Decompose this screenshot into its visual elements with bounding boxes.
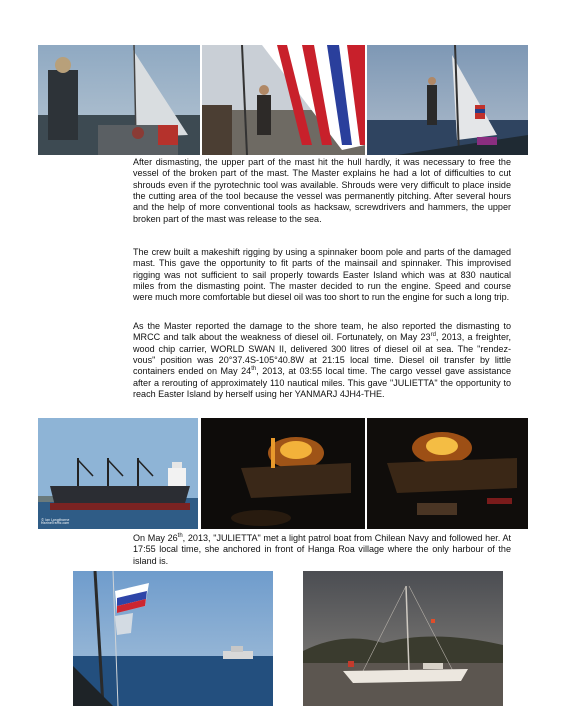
photo-night-transfer-2 xyxy=(367,418,528,529)
paragraph-arrival xyxy=(133,533,511,567)
paragraph-arrival-text-b: , 2013, "JULIETTA" met a light patrol boat from Chilean Navy and followed her. At 17:55 local time, she anchored in front of Hanga Roa village where the only harbour of the island is. xyxy=(133,533,512,566)
photo-credit-author: © Ian Longthorne xyxy=(41,517,70,522)
ordinal-suffix: th xyxy=(177,532,183,539)
photo-makeshift-rigging xyxy=(367,45,528,155)
paragraph-makeshift-rigging-text: The crew built a makeshift rigging by using a spinnaker boom pole and parts of the damaged mast. This gave the opportunity to fit parts of the mainsail and spinnaker. This improvised rigging was not sufficient to sail properly towards Easter Island which was at 830 nautical miles from the dismasting point. The master decided to run the engine. Speed and course were much more comfortable but diesel oil was too short to run the engine for such a long trip. xyxy=(133,247,511,303)
paragraph-arrival-text-a: On May 26 xyxy=(133,533,178,543)
paragraph-dismasting xyxy=(133,157,511,225)
photo-night-transfer-1 xyxy=(201,418,365,529)
paragraph-dismasting-text: After dismasting, the upper part of the mast hit the hull hardly, it was necessary to free the vessel of the broken part of the mast. The Master explains he had a lot of difficulties to cut shrouds even if the pyrotechnic tool was available. Shrouds were very difficult to place inside the cutting area of the tool because the vessel was permanently pitching. After several hours and the help of more conventional tools as hacksaw, screwdrivers and hammers, the upper broken part of the mast was release to the sea. xyxy=(133,157,511,224)
photo-cargo-ship-world-swan xyxy=(38,418,198,529)
photo-crew-on-deck xyxy=(38,45,200,155)
photo-credit xyxy=(41,519,69,526)
photo-patrol-boat-escort xyxy=(73,571,273,706)
paragraph-diesel-delivery xyxy=(133,321,511,400)
paragraph-diesel-delivery-text-a: As the Master reported the damage to the shore team, he also reported the dismasting to MRCC and talk about the weakness of diesel oil. Fortunately, on May 23 xyxy=(133,321,511,343)
ordinal-suffix: th xyxy=(251,366,257,373)
paragraph-diesel-delivery-text-c: , 2013, at 03:55 local time. The cargo vessel gave assistance after a rerouting of approximately 110 nautical miles. This gave "JULIETTA" the opportunity to reach Easter Island by herself using her YANMARJ 4JH4-THE. xyxy=(133,366,511,400)
ordinal-suffix: rd xyxy=(430,332,436,339)
photo-spinnaker-deck xyxy=(202,45,365,155)
paragraph-diesel-delivery-text-b: , 2013, a freighter, wood chip carrier, WORLD SWAN II, delivered 300 litres of diesel oil at sea. The "rendez-vous" position was 20°37.4S-105°40.8W at 21:15 local time. Diesel oil transfer by little containers ended on May 24 xyxy=(133,332,511,377)
photo-anchored-hanga-roa xyxy=(303,571,503,706)
paragraph-makeshift-rigging xyxy=(133,247,511,304)
photo-credit-site: MarineTraffic.com xyxy=(41,521,70,526)
